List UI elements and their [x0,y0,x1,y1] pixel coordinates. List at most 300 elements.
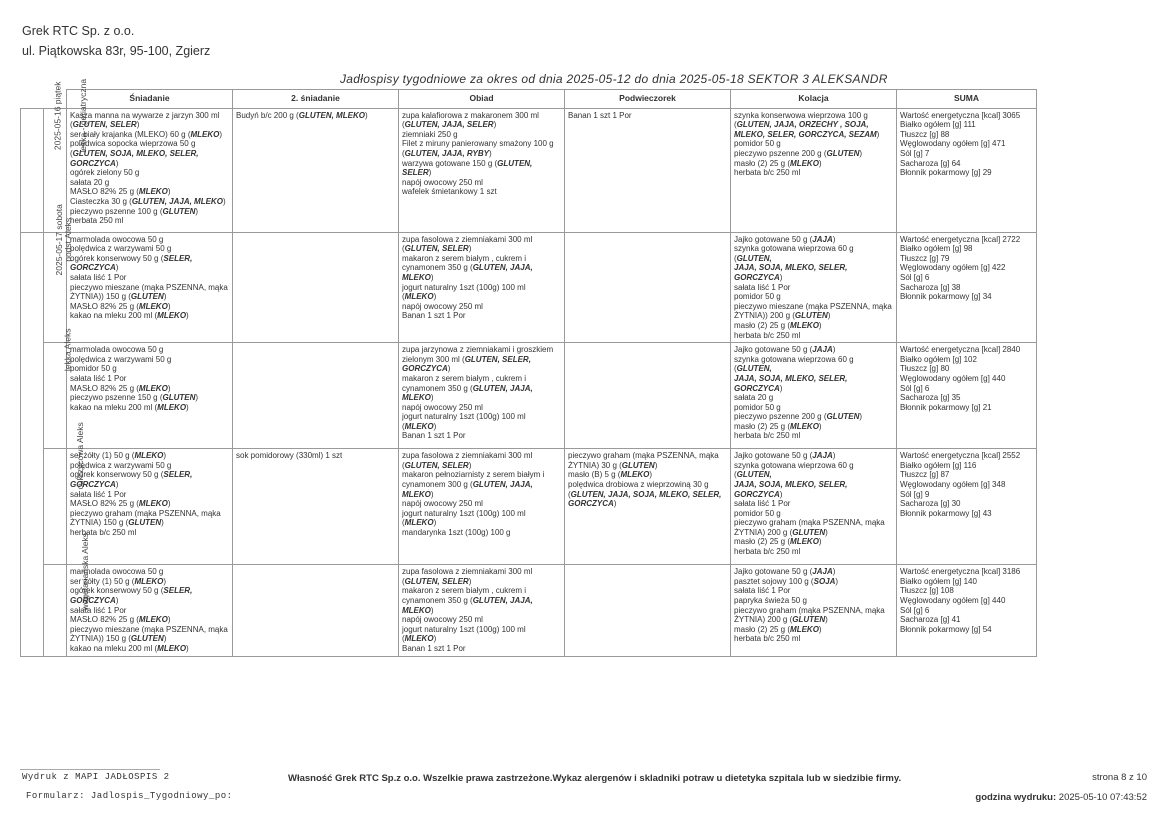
menu-line [70,355,229,365]
menu-line [734,625,893,635]
allergen-text: MLEKO [402,605,431,615]
menu-line [70,120,229,130]
menu-row [21,565,1037,657]
menu-line [900,292,1033,302]
menu-line [900,509,1033,519]
allergen-text: GLUTEN, SELER [72,120,137,130]
breakfast-cell [67,449,233,565]
item-text: ) [136,120,140,130]
menu-line [900,403,1033,413]
menu-line [900,235,1033,245]
item-text: napój owocowy 250 ml [402,615,483,625]
menu-line [568,490,727,500]
menu-line [402,451,561,461]
item-text: ŻYTNIA) 200 g ( [734,527,793,537]
item-text: pieczywo pszenne 200 g ( [734,148,827,158]
item-text: ) [167,383,171,393]
diet-label: lekka Aleks [62,328,73,372]
item-text: Białko ogółem [g] 116 [900,460,977,470]
menu-line [402,412,561,422]
item-text: ) [115,158,119,168]
item-text: ) [779,272,783,282]
item-text: Banan 1 szt 1 Por [568,110,632,120]
item-text: sałata liść 1 Por [734,586,791,596]
summary-cell [897,449,1037,565]
item-text: ) [832,234,836,244]
item-text: ) [186,402,189,412]
menu-line [900,480,1033,490]
menu-line [734,331,893,341]
menu-line [70,490,229,500]
item-text: ) [649,470,653,480]
item-text: Filet z miruny panierowany smażony 100 g [402,139,554,149]
item-text: ) [430,393,434,403]
item-text: makaron z serem białym , cukrem i [402,253,527,263]
item-text: ) [832,345,836,355]
item-text: ) [167,499,171,509]
item-text: pieczywo mieszane (mąka PSZENNA, mąka [734,301,892,311]
item-text: ) [488,148,492,158]
menu-line [402,273,561,283]
item-text: Banan 1 szt 1 Por [402,643,466,653]
lunch-cell [399,108,565,232]
item-text: herbata b/c 250 ml [70,527,137,537]
item-text: herbata b/c 250 ml [734,168,801,178]
menu-line [402,615,561,625]
dinner-cell [731,343,897,449]
item-text: MASŁO 82% 25 g ( [70,499,139,509]
item-text: pomidor 50 g [734,139,781,149]
second-breakfast-cell [233,343,399,449]
item-text: ) [876,129,880,139]
item-text: ogórek konserwowy 50 g ( [70,253,164,263]
menu-line [734,528,893,538]
page-title: Jadłospisy tygodniowe za okres od dnia 2025-05-12 do dnia 2025-05-18 SEKTOR 3 ALEKSANDR [340,72,888,86]
item-text: ŻYTNIA) 30 g ( [568,460,622,470]
item-text: masło (2) 25 g ( [734,421,791,431]
item-text: Węglowodany ogółem [g] 440 [900,373,1006,383]
col-header-lunch: Obiad [399,90,565,109]
menu-line [568,451,727,461]
item-text: MASŁO 82% 25 g ( [70,383,139,393]
menu-line [734,537,893,547]
item-text: ŻYTNIA)) 150 g ( [70,634,131,644]
item-text: polędwica z warzywami 50 g [70,354,172,364]
item-text: mandarynka 1szt (100g) 100 g [402,527,511,537]
item-text: Węglowodany ogółem [g] 440 [900,595,1006,605]
item-text: ( [402,460,405,470]
footer-print-label: godzina wydruku: [975,792,1057,803]
allergen-text: MLEKO [404,421,434,431]
menu-line [900,461,1033,471]
summary-cell [897,108,1037,232]
item-text: ) [186,643,189,653]
menu-line [402,111,561,121]
menu-line [734,606,893,616]
item-text: Sacharoza [g] 30 [900,499,961,509]
item-text: pieczywo graham (mąka PSZENNA, mąka [70,508,221,518]
summary-cell [897,232,1037,343]
menu-line [70,384,229,394]
menu-line [402,509,561,519]
allergen-text: SELER [402,168,429,178]
allergen-text: MLEKO [157,311,187,321]
allergen-text: GLUTEN, SOJA, MLEKO, SELER, [72,148,199,158]
item-text: pieczywo pszenne 100 g ( [70,206,163,216]
menu-line [70,461,229,471]
item-text: ) [654,460,658,470]
item-text: Błonnik pokarmowy [g] 54 [900,624,992,634]
item-text: Ciasteczka 30 g ( [70,196,132,206]
menu-line [70,292,229,302]
menu-line [402,130,561,140]
item-text: ) [161,518,164,528]
menu-line [70,149,229,159]
menu-line [734,311,893,321]
item-text: zupa fasolowa z ziemniakami 300 ml [402,567,533,577]
menu-line [900,374,1033,384]
menu-line [70,302,229,312]
allergen-text: JAJA, SOJA, MLEKO, SELER, [734,479,848,489]
item-text: kakao na mleku 200 ml ( [70,643,158,653]
menu-line [900,577,1033,587]
allergen-text: GLUTEN [826,148,860,158]
menu-line [734,130,893,140]
menu-line [402,480,561,490]
menu-line [402,393,561,403]
menu-line [402,178,561,188]
item-text: pomidor 50 g [70,364,117,374]
item-text: ogórek zielony 50 g [70,168,140,178]
item-text: sałata 20 g [734,393,774,403]
item-text: Sacharoza [g] 35 [900,393,961,403]
item-text: ) [447,364,451,374]
allergen-text: GLUTEN, JAJA, [472,383,533,393]
menu-line [900,159,1033,169]
item-text: Błonnik pokarmowy [g] 21 [900,402,992,412]
menu-line [734,431,893,441]
allergen-text: GORCZYCA [734,383,780,393]
item-text: ) [827,311,831,321]
item-text: Jajko gotowane 50 g ( [734,451,813,461]
menu-line [734,302,893,312]
item-text: masło (2) 25 g ( [734,158,791,168]
item-text: napój owocowy 250 ml [402,499,483,509]
item-text: ( [70,120,73,130]
item-text: ( [402,292,405,302]
menu-line [734,292,893,302]
allergen-text: JAJA [812,451,833,461]
menu-line [568,111,727,121]
item-text: Węglowodany ogółem [g] 348 [900,479,1006,489]
allergen-text: JAJA, SOJA, MLEKO, SELER, [734,373,848,383]
item-text: sałata liść 1 Por [70,489,127,499]
afternoon-snack-cell [565,449,731,565]
menu-line [900,490,1033,500]
item-text: zupa kalafiorowa z makaronem 300 ml [402,110,539,120]
menu-line [734,422,893,432]
item-text: Jajko gotowane 50 g ( [734,345,813,355]
item-text: jogurt naturalny 1szt (100g) 100 ml [402,412,526,422]
menu-line [402,634,561,644]
breakfast-cell [67,565,233,657]
item-text: Kasza manna na wywarze z jarzyn 300 ml [70,110,220,120]
allergen-text: GLUTEN [128,518,162,528]
menu-line [70,393,229,403]
item-text: pieczywo graham (mąka PSZENNA, mąka [734,518,885,528]
menu-line [900,139,1033,149]
menu-line [70,283,229,293]
summary-cell [897,565,1037,657]
menu-line [70,254,229,264]
allergen-text: MLEKO [138,615,168,625]
allergen-text: MLEKO [138,301,168,311]
item-text: zielonym 300 ml ( [402,354,465,364]
allergen-text: MLEKO [402,272,431,282]
item-text: Sacharoza [g] 41 [900,615,961,625]
item-text: marmolada owocowa 50 g [70,567,164,577]
item-text: Tłuszcz [g] 87 [900,470,950,480]
menu-row [21,232,1037,343]
item-text: MASŁO 82% 25 g ( [70,187,139,197]
allergen-text: GORCZYCA [70,263,116,273]
allergen-text: GLUTEN, JAJA, [472,263,533,273]
item-text: pieczywo graham (mąka PSZENNA, mąka [734,605,885,615]
item-text: herbata b/c 250 ml [734,547,801,557]
menu-line [734,461,893,480]
allergen-text: GLUTEN, JAJA, RYBY [404,148,489,158]
item-text: sok pomidorowy (330ml) 1 szt [236,451,343,461]
menu-line [900,345,1033,355]
menu-line [402,292,561,302]
menu-line [70,518,229,528]
item-text: napój owocowy 250 ml [402,402,483,412]
menu-line [734,490,893,500]
menu-line [402,461,561,471]
dinner-cell [731,232,897,343]
item-text: ) [167,301,171,311]
menu-line [900,283,1033,293]
allergen-text: JAJA [812,567,833,577]
item-text: MASŁO 82% 25 g ( [70,301,139,311]
menu-line [70,634,229,644]
allergen-text: GLUTEN [162,206,196,216]
allergen-text: GLUTEN [792,615,826,625]
menu-line [402,490,561,500]
allergen-text: MLEKO [404,518,434,528]
menu-line [900,254,1033,264]
menu-line [402,499,561,509]
diet-cell [44,533,90,657]
menu-line [402,244,561,254]
menu-line [734,586,893,596]
menu-line [402,577,561,587]
menu-line [900,273,1033,283]
allergen-text: GLUTEN, JAJA, ORZECHY , SOJA, [736,120,869,130]
item-text: zupa fasolowa z ziemniakami 300 ml [402,451,533,461]
menu-line [900,615,1033,625]
item-text: ŻYTNIA) 150 g ( [70,518,129,528]
allergen-text: GORCZYCA [70,479,116,489]
menu-line [236,451,395,461]
footer-rule [20,769,160,770]
menu-line [402,625,561,635]
allergen-text: GLUTEN, [497,158,533,168]
item-text: Błonnik pokarmowy [g] 29 [900,168,992,178]
item-text: ) [219,129,223,139]
item-text: zupa jarzynowa z ziemniakami i groszkiem [402,345,554,355]
menu-line [734,374,893,384]
dinner-cell [731,108,897,232]
item-text: ) [779,489,783,499]
menu-line [70,577,229,587]
item-text: ( [402,576,405,586]
item-text: herbata 250 ml [70,216,124,226]
menu-line [900,596,1033,606]
menu-line [70,244,229,254]
menu-line [734,120,893,130]
allergen-text: GLUTEN, JAJA, MLEKO [131,196,223,206]
item-text: ) [433,634,437,644]
allergen-text: GORCZYCA [734,489,780,499]
diet-label: cukrzycowa Aleks [74,422,85,490]
item-text: Wartość energetyczna [kcal] 2552 [900,451,1021,461]
col-header-second-breakfast: 2. śniadanie [233,90,399,109]
item-text: ) [167,615,171,625]
menu-line [70,364,229,374]
menu-line [734,273,893,283]
item-text: ) [818,158,822,168]
item-text: pieczywo pszenne 200 g ( [734,412,827,422]
item-text: masło (2) 25 g ( [734,537,791,547]
item-text: Sól [g] 6 [900,383,930,393]
item-text: wafelek śmietankowy 1 szt [402,187,497,197]
menu-line [402,567,561,577]
menu-line [900,586,1033,596]
allergen-text: GORCZYCA [734,272,780,282]
menu-line [70,207,229,217]
allergen-text: GLUTEN, SELER [404,244,469,254]
menu-line [568,499,727,509]
item-text: ) [832,567,836,577]
allergen-text: JAJA [812,345,833,355]
item-text: ( [402,634,405,644]
menu-line [734,139,893,149]
item-text: ) [468,576,472,586]
item-text: ) [818,624,822,634]
menu-line [402,364,561,374]
item-text: MASŁO 82% 25 g ( [70,615,139,625]
item-text: ( [70,148,73,158]
item-text: jogurt naturalny 1szt (100g) 100 ml [402,508,526,518]
item-text: cynamonem 300 g ( [402,479,473,489]
allergen-text: GLUTEN [792,527,826,537]
allergen-text: GLUTEN, MLEKO [298,110,365,120]
menu-line [402,263,561,273]
item-text: ser żółty (1) 50 g ( [70,576,135,586]
item-text: marmolada owocowa 50 g [70,234,164,244]
allergen-text: GLUTEN, [736,470,772,480]
allergen-text: SELER, [163,470,193,480]
menu-row [21,108,1037,232]
allergen-text: MLEKO [138,187,168,197]
menu-line [734,499,893,509]
allergen-text: SELER, [163,586,193,596]
menu-line [734,111,893,121]
menu-line [70,374,229,384]
menu-line [402,596,561,606]
footer-print-time [975,792,1147,803]
footer-source: Wydruk z MAPI JADŁOSPIS 2 [22,772,170,782]
afternoon-snack-cell [565,565,731,657]
menu-line [734,577,893,587]
lunch-cell [399,232,565,343]
item-text: ) [430,605,434,615]
menu-line [900,393,1033,403]
allergen-text: MLEKO [138,499,168,509]
menu-line [734,321,893,331]
menu-line [734,634,893,644]
item-text: makaron z serem białym , cukrem i [402,373,527,383]
menu-line [900,111,1033,121]
item-text: Błonnik pokarmowy [g] 34 [900,292,992,302]
footer-print-value: 2025-05-10 07:43:52 [1058,792,1147,803]
allergen-text: GORCZYCA [70,595,116,605]
item-text: Sacharoza [g] 64 [900,158,961,168]
company-name: Grek RTC Sp. z o.o. [22,24,135,38]
item-text: Białko ogółem [g] 111 [900,120,976,130]
menu-line [402,159,561,169]
menu-line [402,302,561,312]
item-text: ) [115,479,119,489]
allergen-text: MLEKO [790,624,819,634]
menu-line [70,451,229,461]
diet-label: lekka - geriatryczna [78,78,89,153]
afternoon-snack-cell [565,343,731,449]
menu-line [734,615,893,625]
day-date-cell [21,81,63,232]
item-text: polędwica sopocka wieprzowa 50 g [70,139,196,149]
menu-line [402,235,561,245]
menu-line [70,509,229,519]
item-text: Banan 1 szt 1 Por [402,431,466,441]
allergen-text: GLUTEN, JAJA, [472,595,533,605]
diet-cell [44,328,73,449]
item-text: ) [364,110,368,120]
allergen-text: MLEKO [790,320,819,330]
menu-line [734,149,893,159]
menu-line [70,470,229,480]
allergen-text: MLEKO [402,489,431,499]
menu-line [402,149,561,159]
item-text: Tłuszcz [g] 88 [900,129,950,139]
allergen-text: GLUTEN, SELER [404,460,469,470]
menu-line [402,528,561,538]
menu-line [70,403,229,413]
item-text: ogórek konserwowy 50 g ( [70,586,164,596]
item-text: Wartość energetyczna [kcal] 2840 [900,345,1021,355]
menu-line [70,596,229,606]
item-text: Tłuszcz [g] 80 [900,364,950,374]
item-text: Węglowodany ogółem [g] 471 [900,139,1006,149]
menu-line [70,130,229,140]
item-text: ) [468,244,472,254]
menu-line [70,499,229,509]
menu-line [402,187,561,197]
item-text: herbata b/c 250 ml [734,330,801,340]
col-header-summary: SUMA [897,90,1037,109]
item-text: szynka konserwowa wieprzowa 100 g [734,110,868,120]
